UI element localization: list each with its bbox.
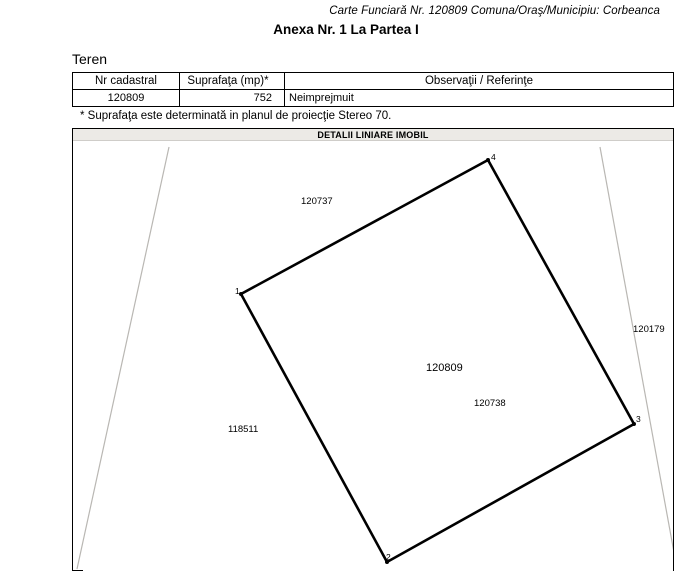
parcel-label-118511: 118511 — [228, 424, 259, 435]
document-header: Carte Funciară Nr. 120809 Comuna/Oraş/Municipiu: Corbeanca — [329, 5, 660, 17]
cell-observatii: Neimprejmuit — [285, 90, 674, 107]
teren-table — [72, 72, 674, 107]
vertex-label-3: 3 — [636, 414, 641, 424]
table-row — [73, 90, 674, 107]
neighbor-line-west — [77, 147, 169, 569]
section-title-teren: Teren — [72, 51, 108, 67]
vertex-label-4: 4 — [491, 152, 496, 162]
cell-nr-cadastral: 120809 — [73, 90, 180, 107]
cadastral-map-drawing — [73, 141, 673, 570]
parcel-label-120179: 120179 — [633, 324, 665, 335]
map-container — [72, 128, 674, 571]
vertex-marker-4 — [486, 158, 490, 162]
neighbor-line-east — [600, 147, 673, 569]
vertex-label-1: 1 — [235, 286, 240, 296]
column-header-observatii: Observaţii / Referinţe — [285, 73, 674, 90]
map-band-title: DETALII LINIARE IMOBIL — [73, 128, 673, 141]
vertex-label-2: 2 — [386, 552, 391, 562]
cell-suprafata: 752 — [180, 90, 285, 107]
page-title: Anexa Nr. 1 La Partea I — [273, 22, 419, 37]
table-footnote: * Suprafaţa este determinată in planul de proiecţie Stereo 70. — [80, 110, 392, 122]
parcel-label-120737: 120737 — [301, 196, 333, 207]
column-header-nr-cadastral: Nr cadastral — [73, 73, 180, 90]
parcel-label-120809: 120809 — [426, 362, 463, 374]
parcel-label-120738: 120738 — [474, 398, 506, 409]
column-header-suprafata: Suprafaţa (mp)* — [180, 73, 285, 90]
parcel-outline-120809 — [241, 160, 634, 562]
table-header-row — [73, 73, 674, 90]
